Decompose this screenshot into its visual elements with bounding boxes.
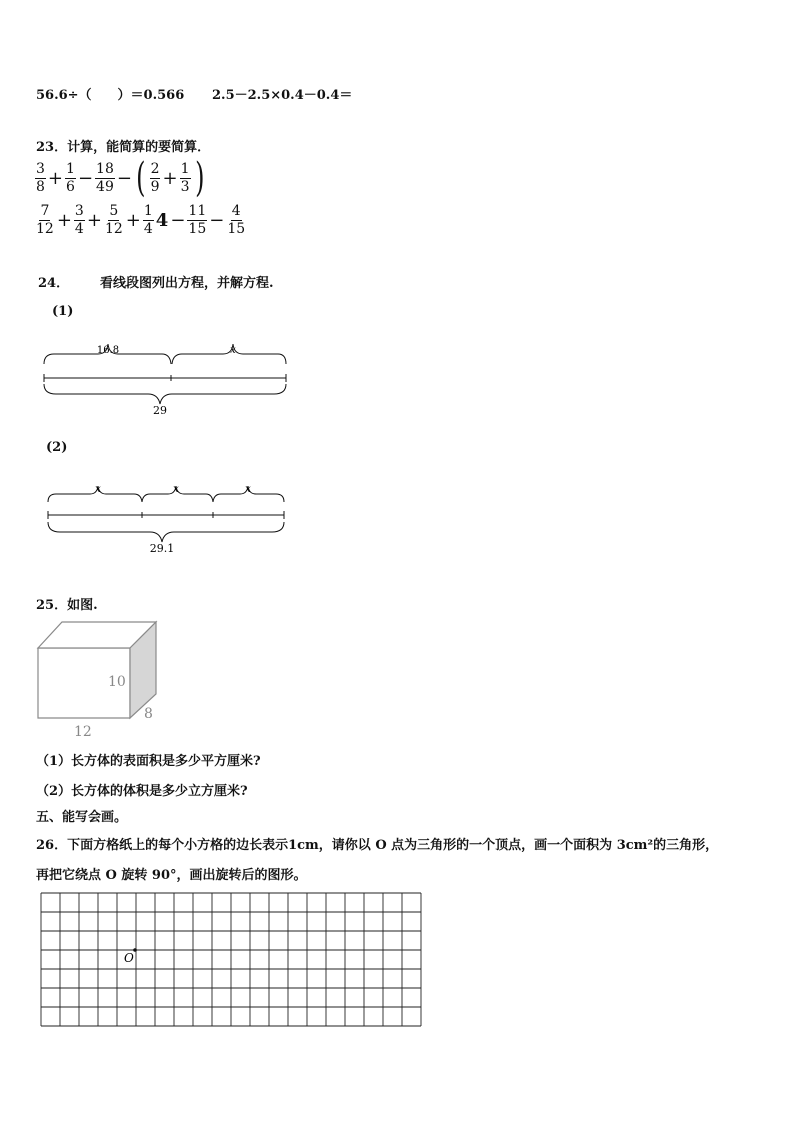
q26-line1: 26．下面方格纸上的每个小方格的边长表示1cm，请你以 O 点为三角形的一个顶点，画一个面积为 3cm²的三角形，	[36, 838, 719, 853]
fraction: $\frac{1}{3}$	[180, 160, 190, 195]
fraction: $\frac{5}{12}$	[104, 203, 123, 237]
section-5-title: 五、能写会画。	[36, 810, 128, 825]
fraction: $\frac{11}{15}$	[188, 203, 207, 237]
right-parenthesis: )	[194, 155, 204, 201]
q24-part1-label: (1)	[52, 304, 74, 319]
fraction: $\frac{2}{9}$	[150, 160, 160, 195]
q25-title: 25．如图.	[36, 598, 98, 613]
fraction: $\frac{7}{12}$	[36, 203, 54, 237]
q23-title: 23．计算，能简算的要简算．	[36, 140, 211, 155]
q23-expression-2	[34, 203, 247, 238]
operator: +	[86, 210, 102, 231]
label-total-29-1: 29.1	[149, 542, 175, 555]
label-x-1: x	[95, 484, 101, 495]
left-parenthesis: (	[136, 155, 146, 201]
dim-height: 10	[108, 674, 126, 690]
brace-bottom	[48, 522, 284, 542]
brace-top-right	[172, 344, 286, 364]
operator: −	[170, 210, 186, 231]
segment-diagram-2	[42, 480, 292, 560]
operator: −	[209, 210, 225, 231]
q26-line2: 再把它绕点 O 旋转 90°，画出旋转后的图形。	[36, 868, 307, 883]
calc-left: 56.6÷（ ）＝0.566	[36, 88, 185, 103]
dim-width: 8	[144, 706, 153, 722]
label-x-3: x	[245, 484, 251, 495]
operator: −	[116, 167, 132, 189]
fraction: $\frac{3}{8}$	[36, 160, 45, 195]
operator: +	[47, 167, 64, 189]
operator: +	[56, 210, 72, 231]
label-total-29: 29	[153, 404, 167, 417]
q23-expression-1	[34, 155, 207, 201]
brace-bottom	[44, 384, 286, 404]
fraction: $\frac{1}{4}$	[143, 203, 153, 237]
q24-number: 24．	[38, 276, 70, 291]
cuboid-figure	[34, 618, 164, 740]
label-16-8: 16.8	[96, 345, 120, 356]
grid-lines	[41, 893, 421, 1026]
operator: +	[162, 167, 178, 189]
operator: +	[125, 210, 141, 231]
fraction: $\frac{4}{15}$	[227, 203, 246, 237]
whole-number: 4	[155, 210, 169, 231]
segment-diagram-1	[38, 340, 294, 420]
q24-part2-label: (2)	[46, 440, 68, 455]
q25-sub2: （2）长方体的体积是多少立方厘米?	[36, 784, 248, 799]
operator: −	[77, 167, 94, 189]
point-o-label: O	[124, 951, 134, 965]
label-x: x	[230, 345, 236, 356]
calc-right: 2.5－2.5×0.4－0.4＝	[212, 88, 353, 103]
fraction: $\frac{1}{6}$	[66, 160, 75, 195]
grid-paper[interactable]	[40, 892, 422, 1028]
q25-sub1: （1）长方体的表面积是多少平方厘米?	[36, 754, 261, 769]
fraction: $\frac{18}{49}$	[96, 160, 114, 195]
label-x-2: x	[173, 484, 179, 495]
fraction: $\frac{3}{4}$	[74, 203, 84, 237]
dim-length: 12	[74, 724, 92, 740]
q24-title: 看线段图列出方程，并解方程.	[100, 276, 274, 291]
